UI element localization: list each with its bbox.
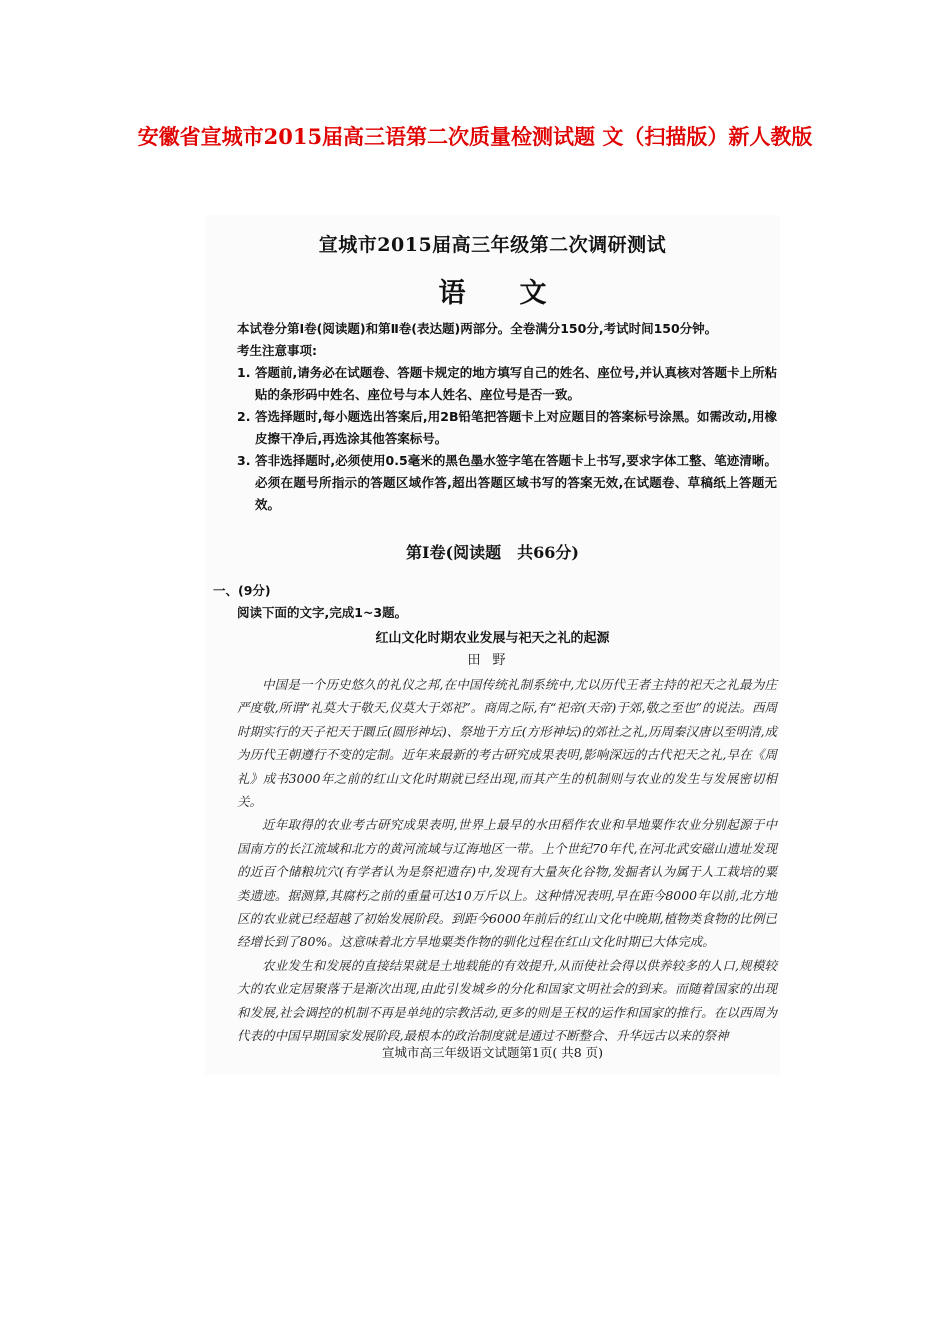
article-paragraph: 农业发生和发展的直接结果就是土地载能的有效提升,从而使社会得以供养较多的人口,规模较大的农业定居聚落于是渐次出现,由此引发城乡的分化和国家文明社会的到来。而随着国家的出现和发展,社会调控的机制不再是单纯的宗教活动,更多的则是王权的运作和国家的推行。在以西周为代表的中国早期国家发展阶段,最根本的政治制度就是通过不断整合、升华远古以来的祭神	[237, 957, 777, 1044]
subject-heading: 语文	[438, 278, 601, 309]
intro-text: 本试卷分第Ⅰ卷(阅读题)和第Ⅱ卷(表达题)两部分。全卷满分150分,考试时间150分钟。	[237, 321, 718, 336]
question-instruction: 阅读下面的文字,完成1~3题。	[237, 605, 408, 620]
notice-number: 2.	[237, 409, 251, 424]
notice-number: 3.	[237, 453, 251, 468]
notice-item	[237, 450, 777, 516]
notice-number: 1.	[237, 365, 251, 380]
article-author: 田野	[467, 653, 518, 668]
notice-text: 答题前,请务必在试题卷、答题卡规定的地方填写自己的姓名、座位号,并认真核对答题卡上所粘贴的条形码中姓名、座位号与本人姓名、座位号是否一致。	[255, 365, 777, 402]
exam-instructions	[237, 318, 777, 516]
page-footer: 宣城市高三年级语文试题第1页( 共8 页)	[381, 1045, 604, 1060]
scanned-exam-page	[205, 215, 780, 1075]
notice-text: 答选择题时,每小题选出答案后,用2B铅笔把答题卡上对应题目的答案标号涂黑。如需改动,用橡皮擦干净后,再选涂其他答案标号。	[255, 409, 777, 446]
notice-list	[237, 362, 777, 516]
notice-item	[237, 406, 777, 450]
notice-heading: 考生注意事项:	[237, 343, 317, 358]
notice-item	[237, 362, 777, 406]
question-header	[213, 580, 773, 624]
article-paragraph: 近年取得的农业考古研究成果表明,世界上最早的水田稻作农业和旱地粟作农业分别起源于中国南方的长江流域和北方的黄河流域与辽海地区一带。上个世纪70年代,在河北武安磁山遗址发现的近百个储粮坑穴(有学者认为是祭祀遗存)中,发现有大量灰化谷物,发掘者认为属于人工栽培的粟类遗迹。据测算,其腐朽之前的重量可达10万斤以上。这种情况表明,早在距今8000年以前,北方地区的农业就已经超越了初始发展阶段。到距今6000年前后的红山文化中晚期,植物类食物的比例已经增长到了80%。这意味着北方旱地粟类作物的驯化过程在红山文化时期已大体完成。	[237, 817, 777, 950]
article-title: 红山文化时期农业发展与祀天之礼的起源	[375, 631, 610, 646]
section-title: 第Ⅰ卷(阅读题 共66分)	[406, 543, 579, 562]
notice-text: 答非选择题时,必须使用0.5毫米的黑色墨水签字笔在答题卡上书写,要求字体工整、笔迹清晰。必须在题号所指示的答题区域作答,超出答题区域书写的答案无效,在试题卷、草稿纸上答题无效。	[255, 453, 777, 512]
question-label: 一、(9分)	[213, 583, 271, 598]
exam-title: 宣城市2015届高三年级第二次调研测试	[318, 234, 667, 256]
article-body	[237, 673, 777, 1048]
document-title: 安徽省宣城市2015届高三语第二次质量检测试题 文（扫描版）新人教版	[137, 124, 813, 149]
article-paragraph: 中国是一个历史悠久的礼仪之邦,在中国传统礼制系统中,尤以历代王者主持的祀天之礼最为庄严度敬,所谓“礼莫大于敬天,仪莫大于郊祀”。商周之际,有“祀帝(天帝)于郊,敬之至也”的说法。西周时期实行的天子祀天于圜丘(圆形神坛)、祭地于方丘(方形神坛)的郊社之礼,历周秦汉唐以至明清,成为历代王朝遵行不变的定制。近年来最新的考古研究成果表明,影响深远的古代祀天之礼,早在《周礼》成书3000年之前的红山文化时期就已经出现,而其产生的机制则与农业的发生与发展密切相关。	[237, 677, 777, 810]
